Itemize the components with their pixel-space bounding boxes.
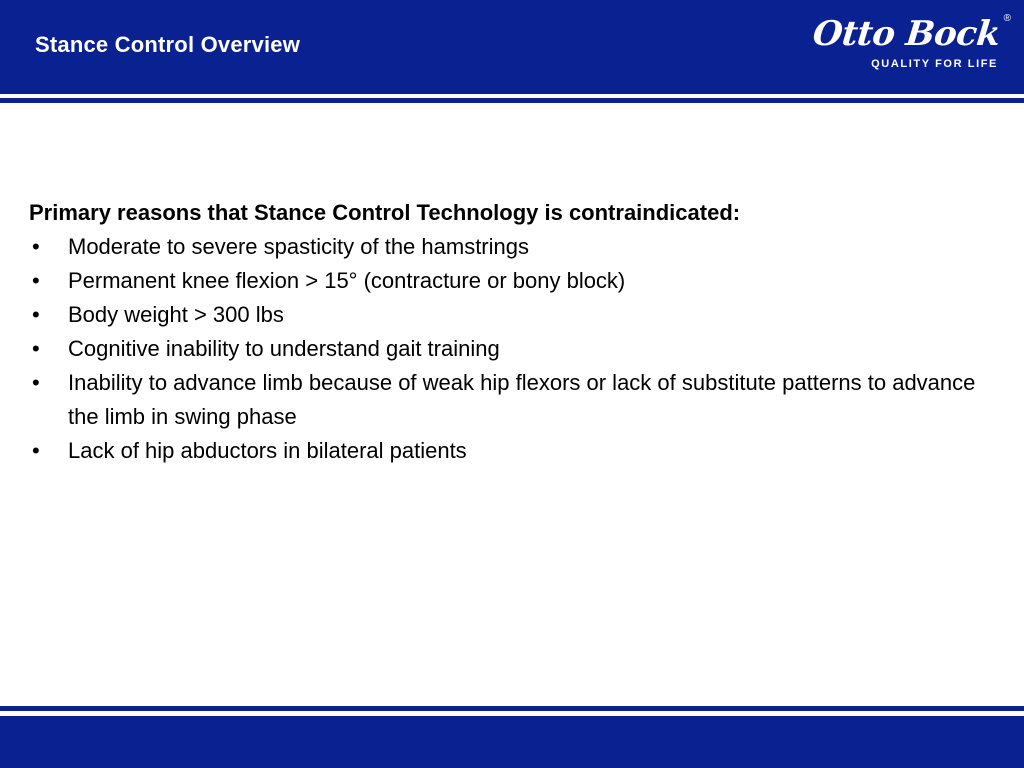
slide-content	[29, 196, 994, 468]
logo-wordmark-text: Otto Bock	[811, 14, 1003, 54]
content-heading: Primary reasons that Stance Control Technology is contraindicated:	[29, 200, 741, 225]
list-item	[29, 230, 994, 264]
list-item	[29, 332, 994, 366]
bullet-marker-icon: •	[32, 302, 40, 327]
logo-tagline: QUALITY FOR LIFE	[871, 58, 998, 70]
slide-footer-bar	[0, 716, 1024, 768]
list-item-label: Lack of hip abductors in bilateral patients	[68, 438, 467, 463]
logo-wordmark-wrap	[811, 13, 1011, 54]
list-item	[29, 434, 994, 468]
bullet-marker-icon: •	[32, 370, 40, 395]
otto-bock-logo	[810, 13, 1011, 82]
list-item-label: Moderate to severe spasticity of the hamstrings	[68, 234, 529, 259]
bullet-marker-icon: •	[32, 336, 40, 361]
bullet-marker-icon: •	[32, 268, 40, 293]
list-item-label: Inability to advance limb because of weak hip flexors or lack of substitute patterns to advance the limb in swing phase	[68, 370, 976, 429]
contraindication-bullet-list	[29, 230, 994, 468]
list-item-label: Cognitive inability to understand gait training	[68, 336, 500, 361]
list-item	[29, 264, 994, 298]
list-item	[29, 298, 994, 332]
registered-trademark-icon: ®	[1003, 13, 1011, 24]
header-divider-rule	[0, 98, 1024, 103]
bullet-marker-icon: •	[32, 234, 40, 259]
footer-divider-rule	[0, 706, 1024, 711]
page-title: Stance Control Overview	[35, 32, 301, 57]
list-item	[29, 366, 994, 434]
bullet-marker-icon: •	[32, 438, 40, 463]
list-item-label: Permanent knee flexion > 15° (contracture or bony block)	[68, 268, 626, 293]
list-item-label: Body weight > 300 lbs	[68, 302, 284, 327]
